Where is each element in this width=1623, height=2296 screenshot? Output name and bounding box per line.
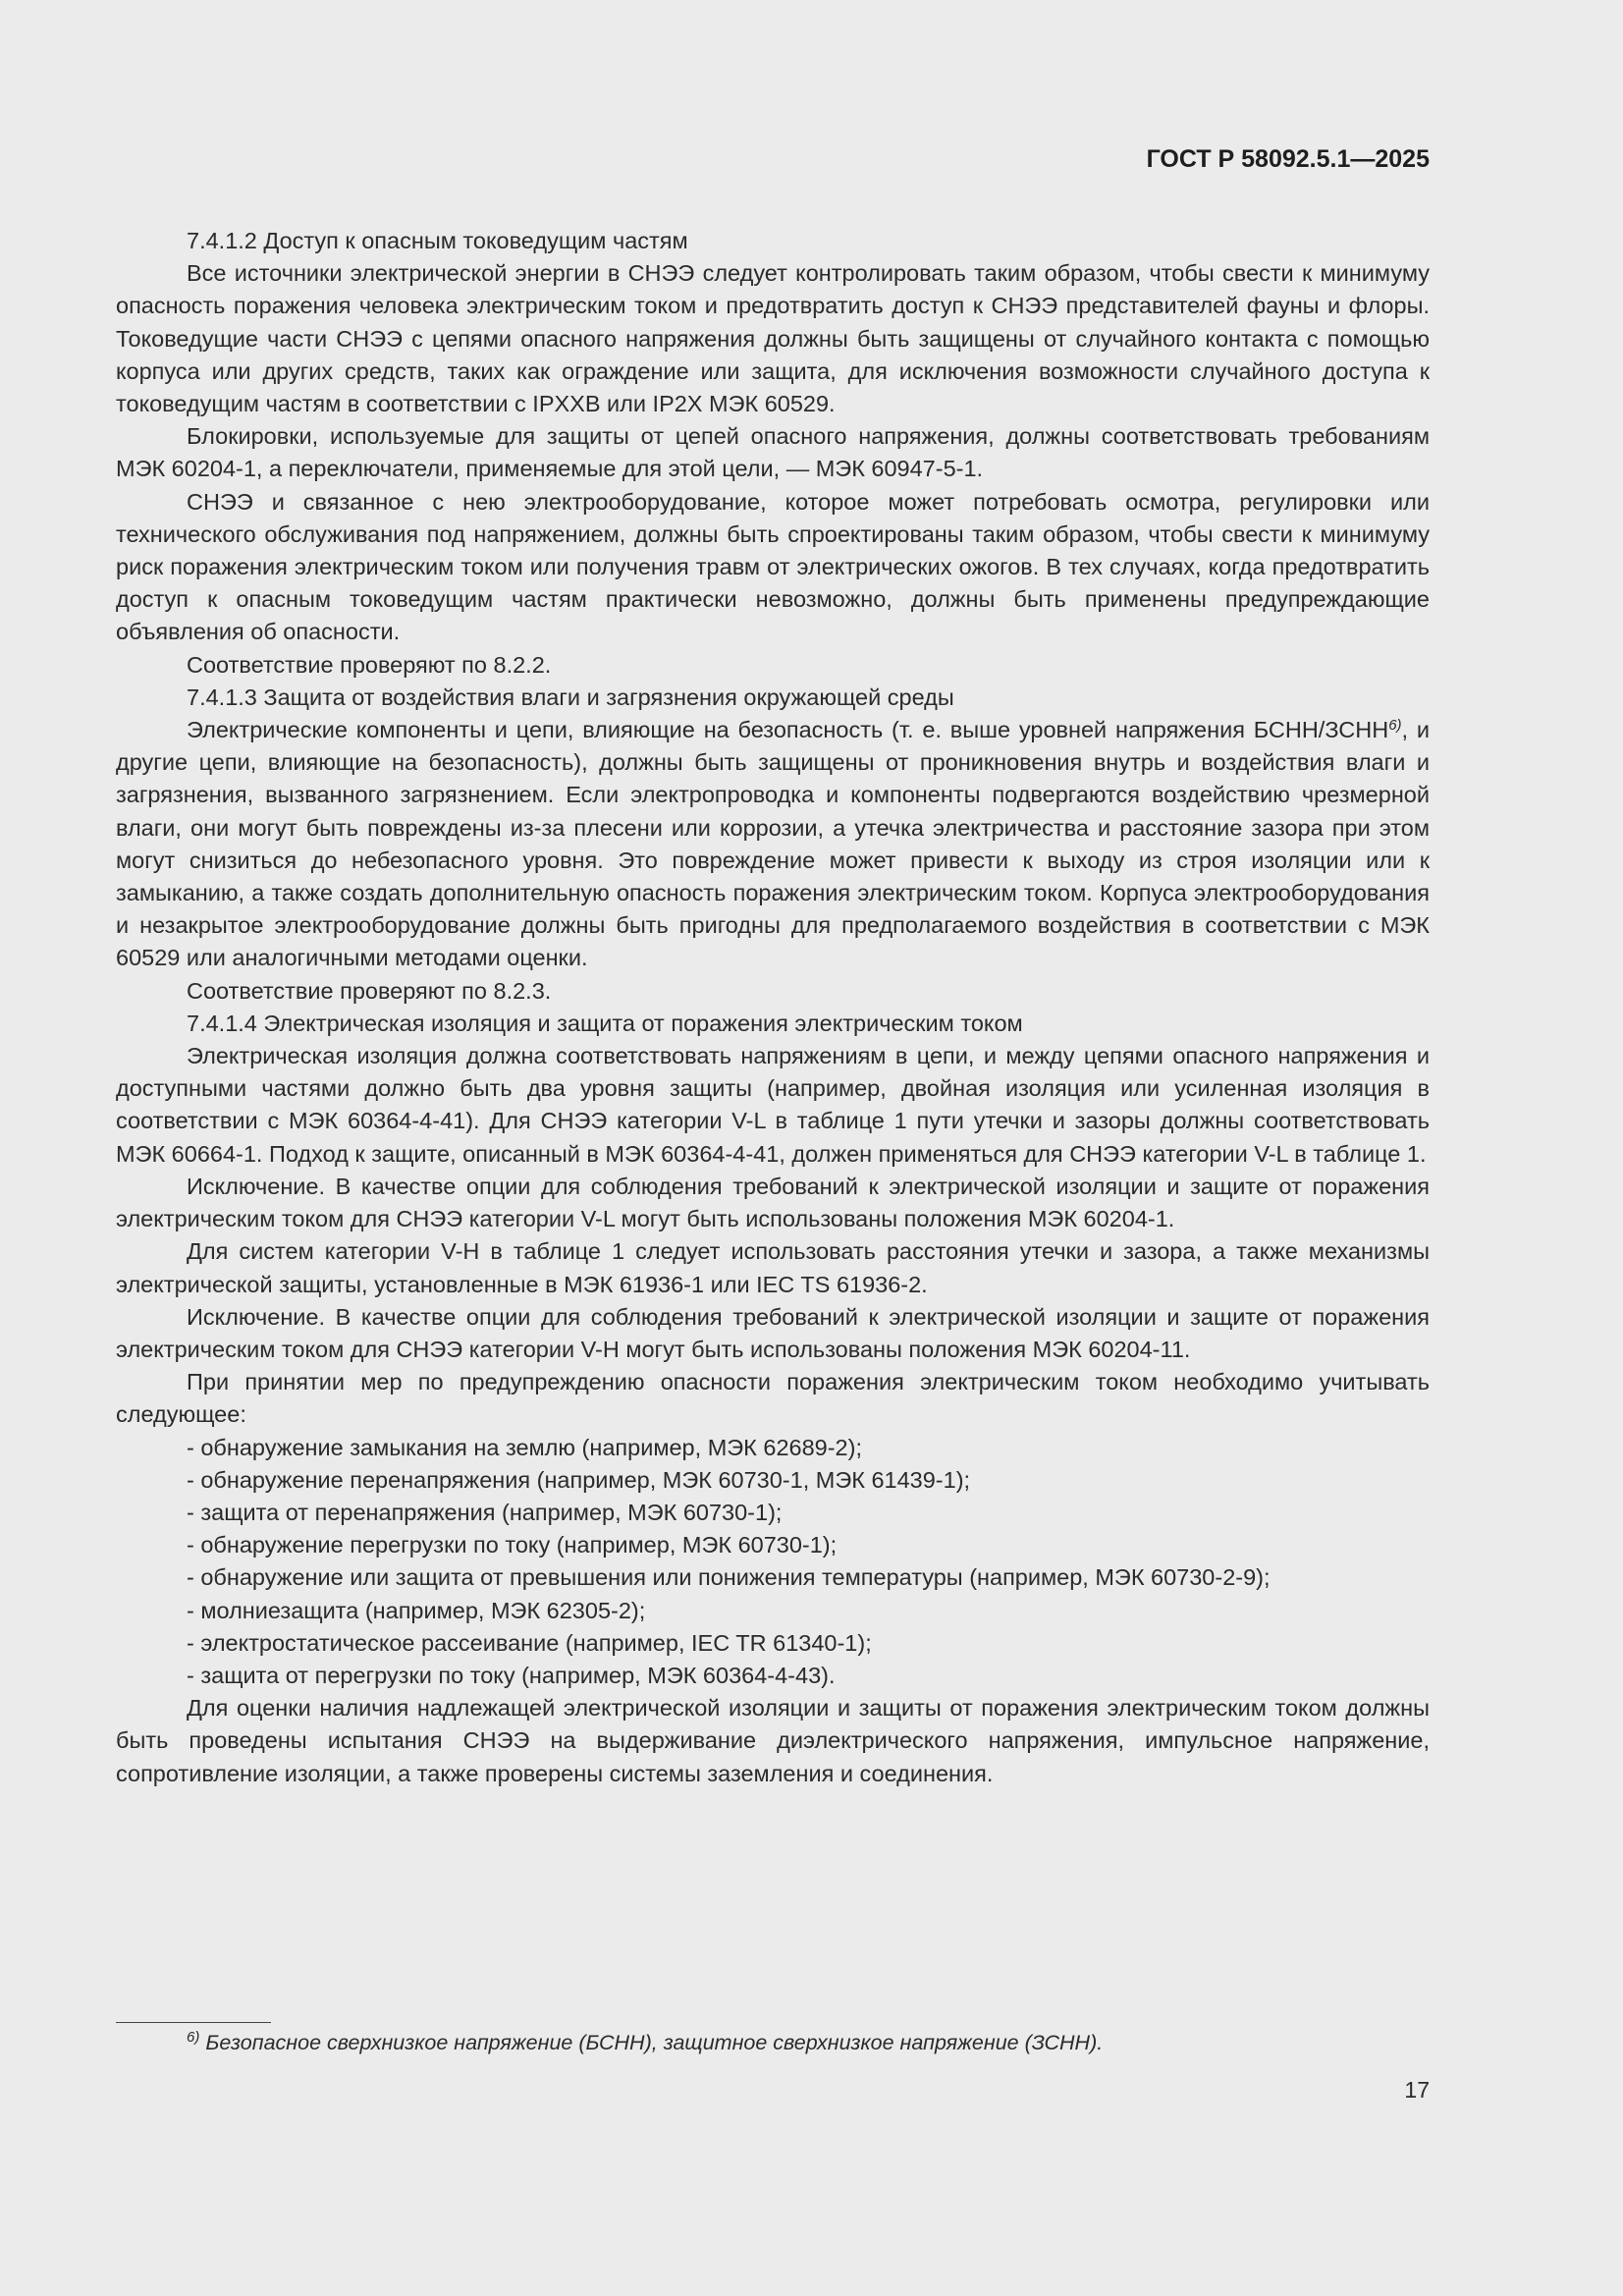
paragraph [116, 714, 1430, 975]
list-item: - электростатическое рассеивание (например, IEC TR 61340-1); [187, 1629, 872, 1656]
paragraph: СНЭЭ и связанное с нею электрооборудование, которое может потребовать осмотра, регулировки или технического обслуживания под напряжением, должны быть спроектированы таким образом, чтобы свести к минимуму риск поражения электрическим током или получения травм от электрических ожогов. В тех случаях, когда предотвратить доступ к опасным токоведущим частям практически невозможно, должны быть применены предупреждающие объявления об опасности. [116, 488, 1430, 645]
page-number: 17 [1404, 2077, 1430, 2103]
paragraph: Электрическая изоляция должна соответствовать напряжениям в цепи, и между цепями опасного напряжения и доступными частями должно быть два уровня защиты (например, двойная изоляция или усиленная изоляция в соответствии с МЭК 60364-4-41). Для СНЭЭ категории V-L в таблице 1 пути утечки и зазоры должны соответствовать МЭК 60664-1. Подход к защите, описанный в МЭК 60364-4-41, должен применяться для СНЭЭ категории V-L в таблице 1. [116, 1043, 1430, 1167]
paragraph-text: , и другие цепи, влияющие на безопасность), должны быть защищены от проникновения внутрь и воздействия влаги и загрязнения, вызванного загрязнением. Если электропроводка и компоненты подвергаются воздействию чрезмерной влаги, они могут быть повреждены из-за плесени или коррозии, а утечка электричества и расстояние зазора при этом могут снизиться до небезопасного уровня. Это повреждение может привести к выходу из строя изоляции или к замыканию, а также создать дополнительную опасность поражения электрическим током. Корпуса электрооборудования и незакрытое электрооборудование должны быть пригодны для предполагаемого воздействия в соответствии с МЭК 60529 или аналогичными методами оценки. [116, 717, 1431, 971]
body-text [116, 225, 1430, 1790]
section-heading: 7.4.1.2 Доступ к опасным токоведущим частям [187, 228, 688, 253]
paragraph: Все источники электрической энергии в СНЭЭ следует контролировать таким образом, чтобы свести к минимуму опасность поражения человека электрическим током и предотвратить доступ к СНЭЭ представителей фауны и флоры. Токоведущие части СНЭЭ с цепями опасного напряжения должны быть защищены от случайного контакта с помощью корпуса или других средств, таких как ограждение или защита, для исключения возможности случайного доступа к токоведущим частям в соответствии с IPXXB или IP2X МЭК 60529. [116, 260, 1430, 417]
footnote-text: Безопасное сверхнизкое напряжение (БСНН), защитное сверхнизкое напряжение (ЗСНН). [205, 2031, 1104, 2054]
footnote-divider [116, 2022, 271, 2023]
list-item: - молниезащита (например, МЭК 62305-2); [187, 1597, 646, 1623]
section-heading: 7.4.1.3 Защита от воздействия влаги и загрязнения окружающей среды [187, 683, 954, 710]
paragraph: При принятии мер по предупреждению опасности поражения электрическим током необходимо учитывать следующее: [116, 1369, 1430, 1428]
footnote-marker: 6) [187, 2029, 200, 2046]
paragraph-text: Электрические компоненты и цепи, влияющие на безопасность (т. е. выше уровней напряжения БСНН/ЗСНН [187, 717, 1389, 743]
paragraph: Исключение. В качестве опции для соблюдения требований к электрической изоляции и защите от поражения электрическим током для СНЭЭ категории V-L могут быть использованы положения МЭК 60204-1. [116, 1173, 1430, 1232]
paragraph: Блокировки, используемые для защиты от цепей опасного напряжения, должны соответствовать требованиям МЭК 60204-1, а переключатели, применяемые для этой цели, — МЭК 60947-5-1. [116, 423, 1430, 482]
paragraph: Исключение. В качестве опции для соблюдения требований к электрической изоляции и защите от поражения электрическим током для СНЭЭ категории V-H могут быть использованы положения МЭК 60204-11. [116, 1303, 1430, 1362]
list-item: - обнаружение перегрузки по току (например, МЭК 60730-1); [187, 1532, 838, 1558]
document-code-header: ГОСТ Р 58092.5.1—2025 [1146, 145, 1430, 173]
list-item: - обнаружение замыкания на землю (например, МЭК 62689-2); [187, 1434, 862, 1460]
paragraph: Соответствие проверяют по 8.2.3. [187, 977, 552, 1004]
list-item: - обнаружение или защита от превышения или понижения температуры (например, МЭК 60730-2-9); [187, 1564, 1271, 1591]
footnote-reference: 6) [1388, 717, 1402, 735]
paragraph: Для оценки наличия надлежащей электрической изоляции и защиты от поражения электрическим током должны быть проведены испытания СНЭЭ на выдерживание диэлектрического напряжения, импульсное напряжение, сопротивление изоляции, а также проверены системы заземления и соединения. [116, 1695, 1430, 1786]
section-heading: 7.4.1.4 Электрическая изоляция и защита от поражения электрическим током [187, 1010, 1023, 1036]
paragraph: Для систем категории V-H в таблице 1 следует использовать расстояния утечки и зазора, а также механизмы электрической защиты, установленные в МЭК 61936-1 или IEC TS 61936-2. [116, 1238, 1430, 1297]
list-item: - обнаружение перенапряжения (например, МЭК 60730-1, МЭК 61439-1); [187, 1466, 971, 1493]
list-item: - защита от перегрузки по току (например, МЭК 60364-4-43). [187, 1662, 836, 1688]
paragraph: Соответствие проверяют по 8.2.2. [187, 651, 552, 678]
list-item: - защита от перенапряжения (например, МЭК 60730-1); [187, 1499, 783, 1525]
footnote [187, 2031, 1103, 2055]
